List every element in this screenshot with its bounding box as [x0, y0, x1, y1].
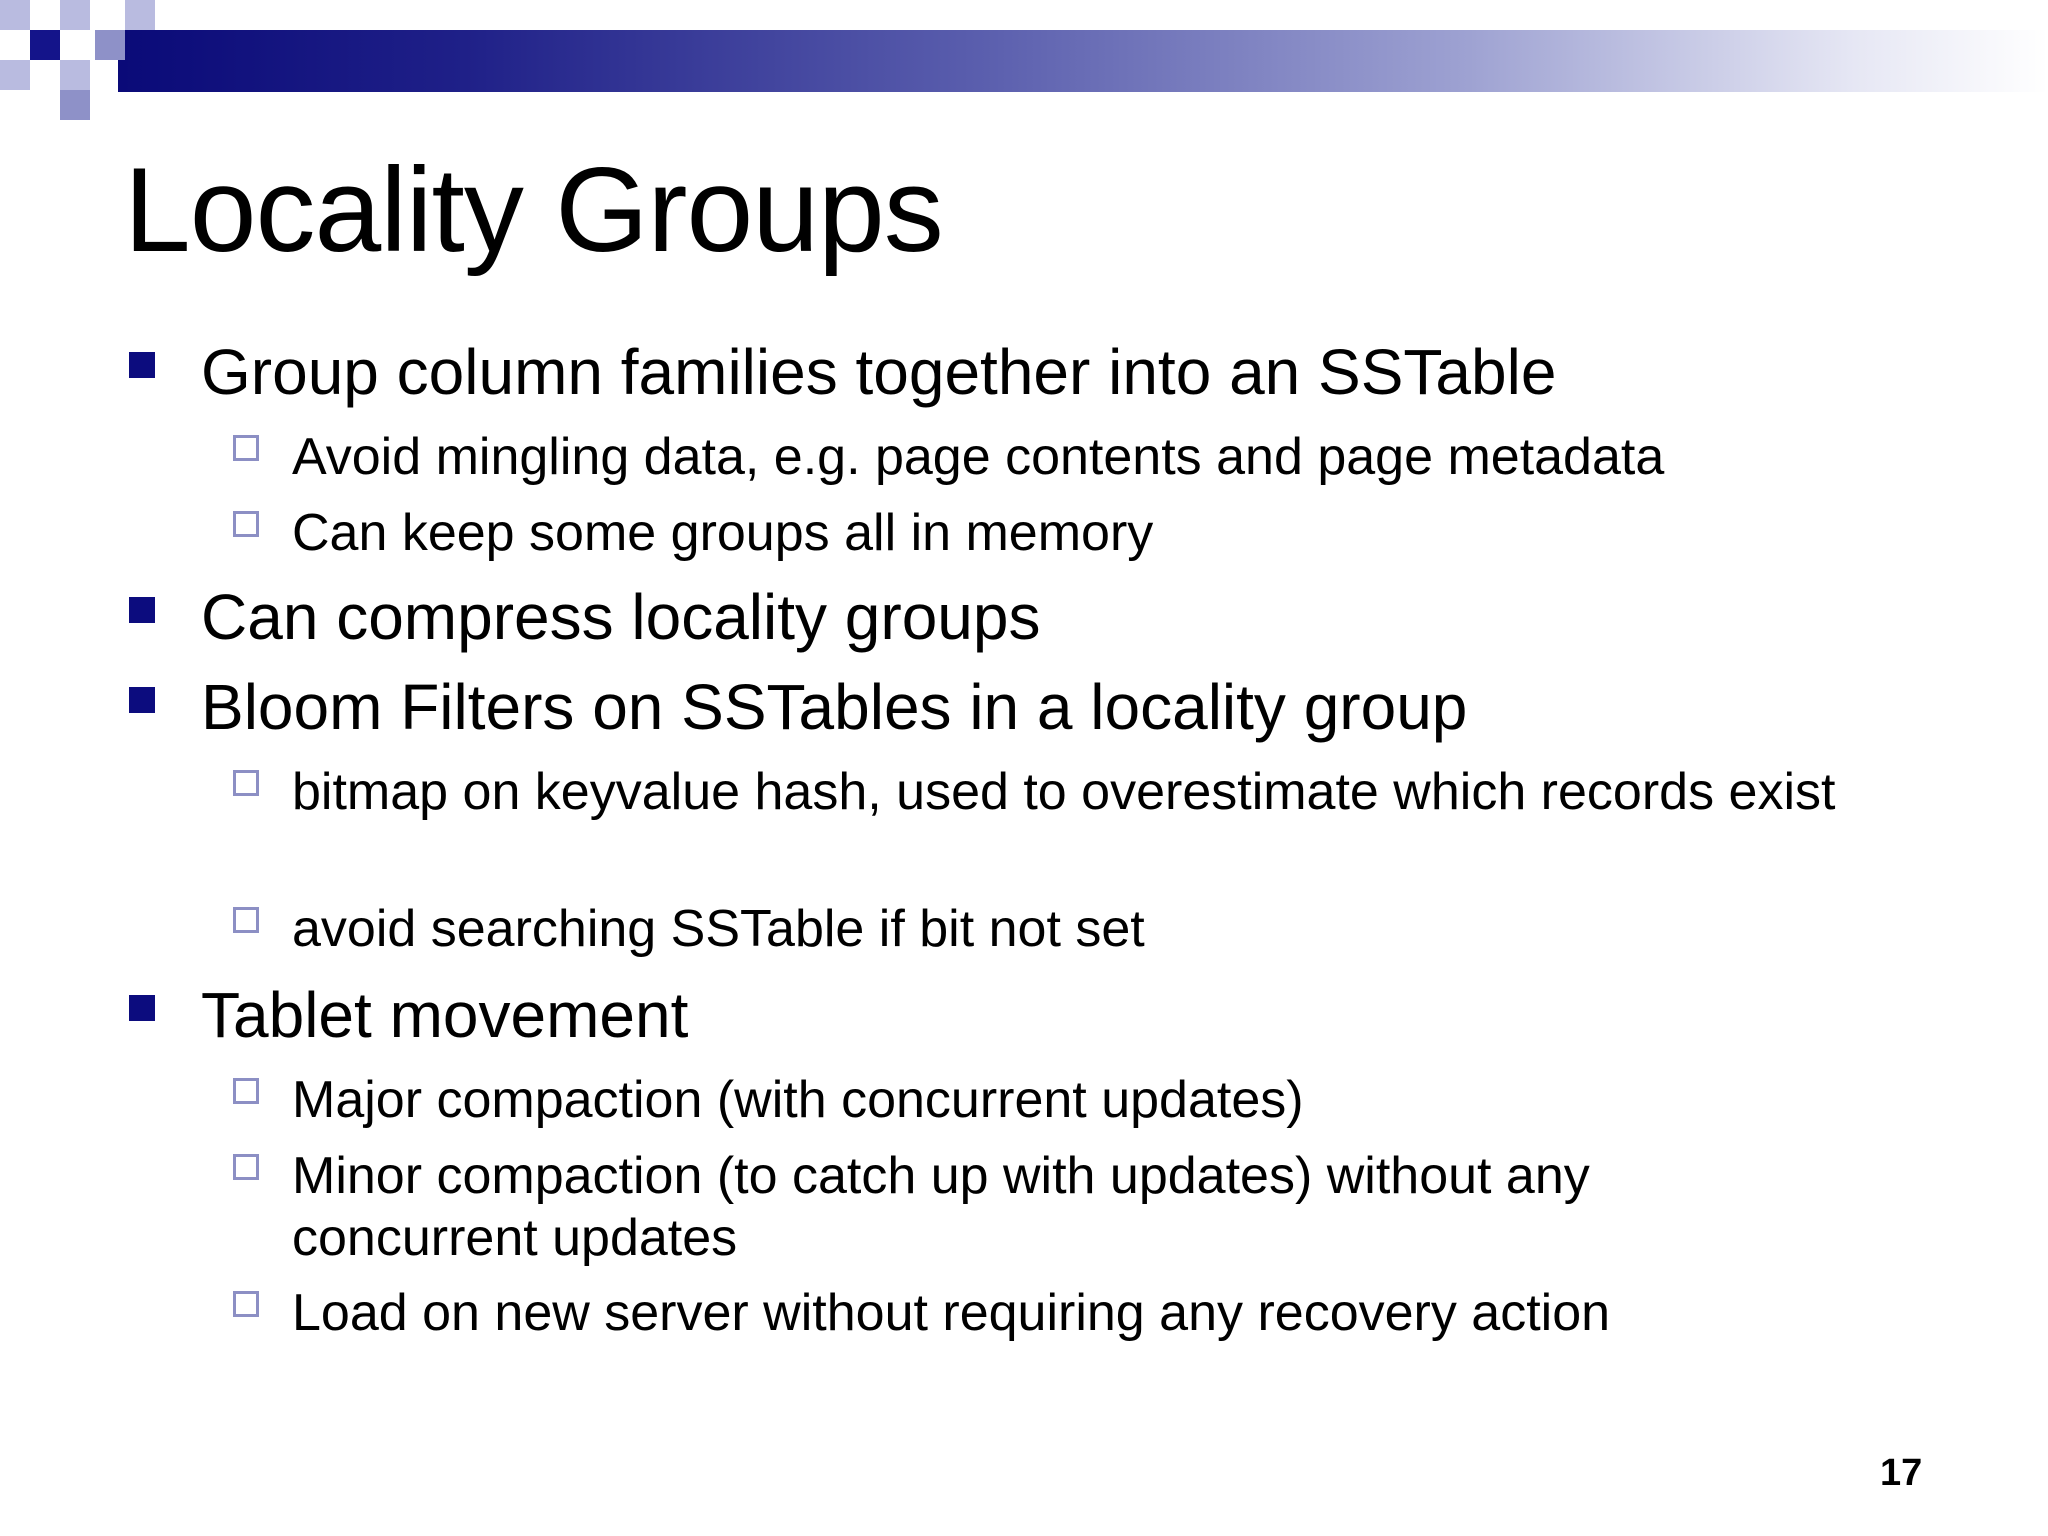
- bullet-text: Bloom Filters on SSTables in a locality group: [201, 671, 1468, 743]
- hollow-square-bullet-icon: [233, 770, 259, 796]
- bullet-text: Group column families together into an SSTable: [201, 336, 1557, 408]
- hollow-square-bullet-icon: [233, 1078, 259, 1104]
- hollow-square-bullet-icon: [233, 1291, 259, 1317]
- square-bullet-icon: [129, 995, 155, 1021]
- corner-decor-square: [30, 30, 60, 60]
- hollow-square-bullet-icon: [233, 511, 259, 537]
- header-gradient-band: [118, 30, 2048, 92]
- square-bullet-icon: [129, 352, 155, 378]
- bullet-text: Can compress locality groups: [201, 581, 1041, 653]
- corner-decor-square: [0, 0, 30, 30]
- sub-bullet-text: Avoid mingling data, e.g. page contents and page metadata: [292, 428, 1665, 486]
- corner-decor-square: [60, 0, 90, 30]
- slide-title: Locality Groups: [124, 143, 943, 277]
- sub-bullet-text: avoid searching SSTable if bit not set: [292, 900, 1145, 958]
- hollow-square-bullet-icon: [233, 435, 259, 461]
- corner-decor-square: [0, 60, 30, 90]
- sub-bullet-text: bitmap on keyvalue hash, used to overestimate which records exist: [292, 763, 1836, 821]
- square-bullet-icon: [129, 597, 155, 623]
- sub-bullet-text: Load on new server without requiring any recovery action: [292, 1284, 1611, 1342]
- corner-decor-square: [60, 90, 90, 120]
- corner-decor-square: [60, 60, 90, 90]
- sub-bullet-text: Minor compaction (to catch up with updates) without any concurrent updates: [292, 1147, 1590, 1267]
- square-bullet-icon: [129, 687, 155, 713]
- corner-decor-square: [95, 30, 125, 60]
- hollow-square-bullet-icon: [233, 907, 259, 933]
- hollow-square-bullet-icon: [233, 1154, 259, 1180]
- sub-bullet-text: Major compaction (with concurrent updates): [292, 1071, 1304, 1129]
- page-number: 17: [1880, 1452, 1923, 1494]
- bullet-text: Tablet movement: [201, 979, 689, 1051]
- sub-bullet-text: Can keep some groups all in memory: [292, 504, 1154, 562]
- corner-decor-square: [125, 0, 155, 30]
